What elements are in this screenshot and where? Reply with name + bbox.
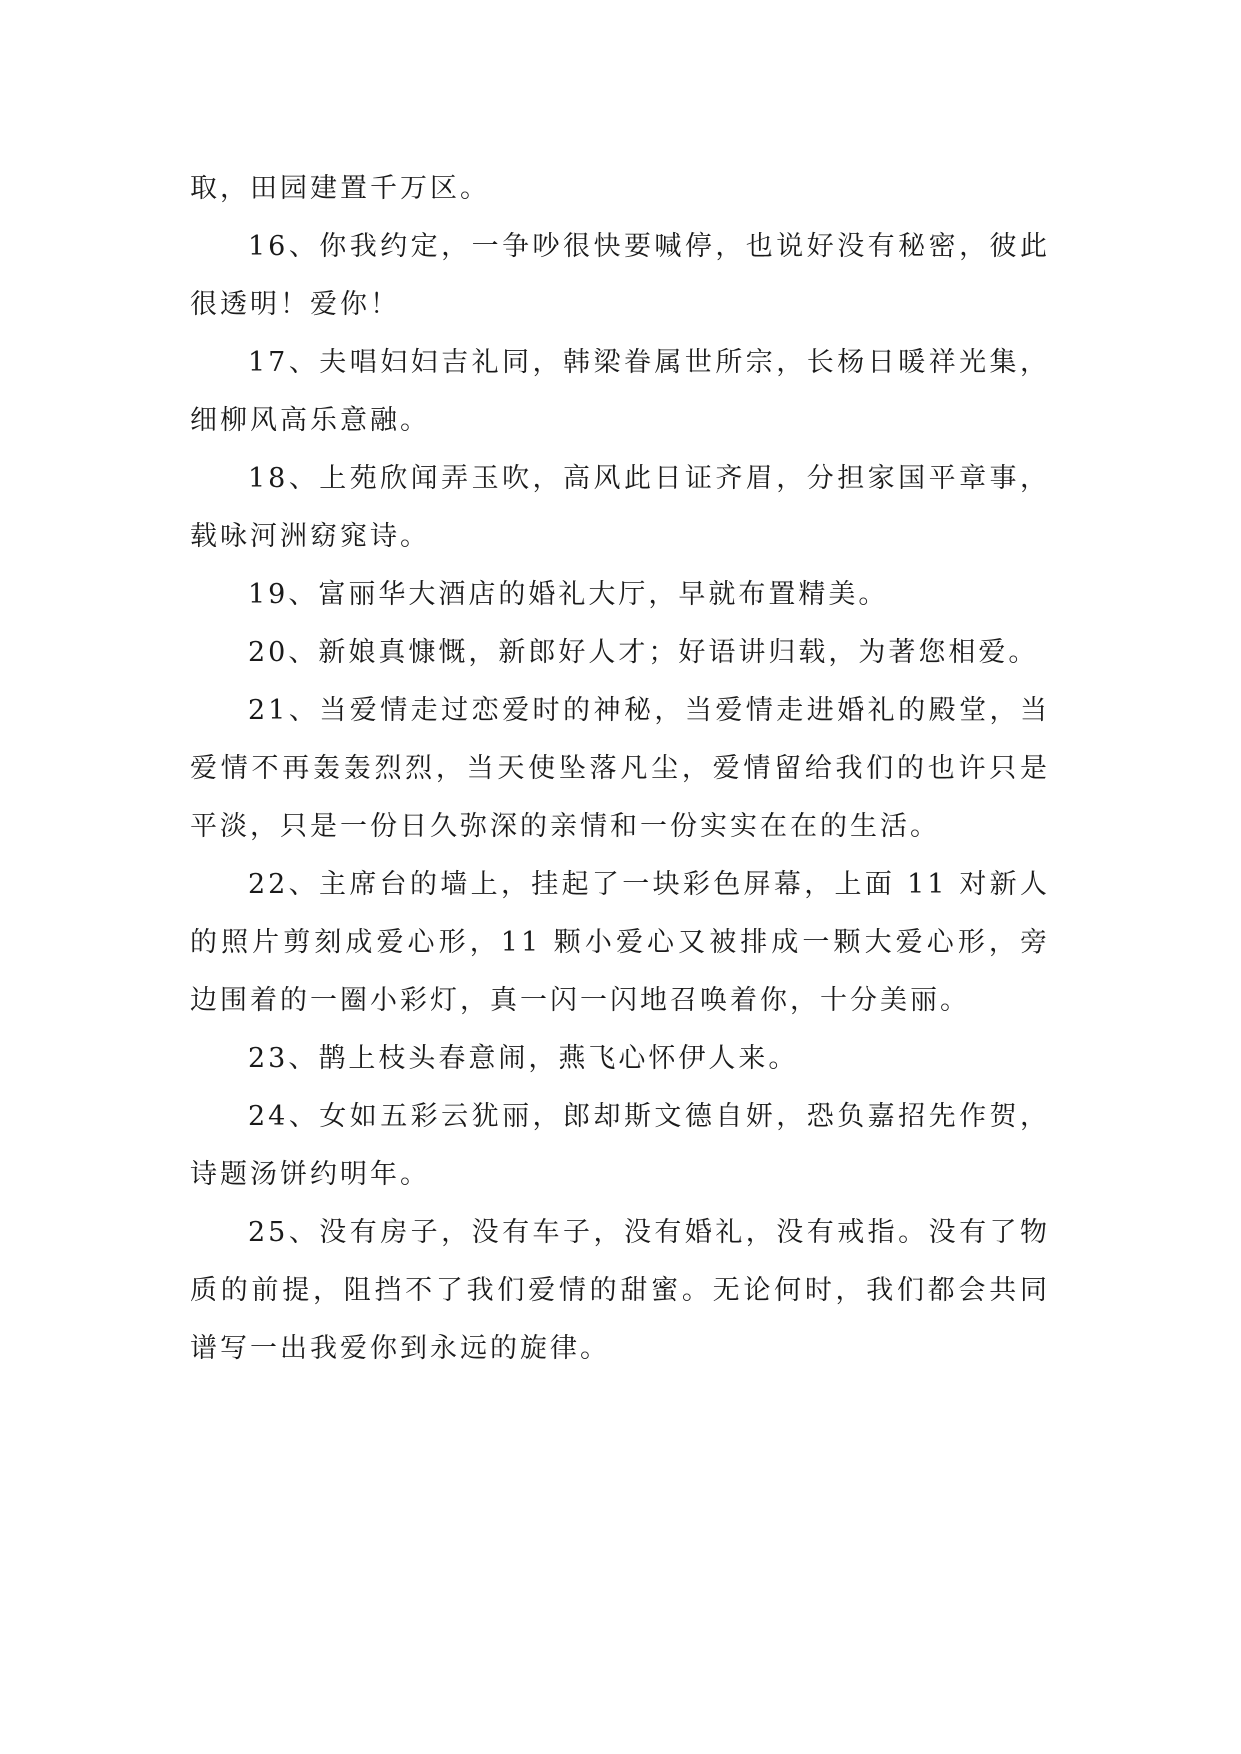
paragraph-19: 19、富丽华大酒店的婚礼大厅，早就布置精美。 xyxy=(248,579,889,610)
paragraph-22: 22、主席台的墙上，挂起了一块彩色屏幕，上面 11 对新人的照片剪刻成爱心形，11 颗小爱心又被排成一颗大爱心形，旁边围着的一圈小彩灯，真一闪一闪地召唤着你，十分美丽。 xyxy=(190,869,1050,1016)
document-page xyxy=(190,160,1050,1378)
paragraph-23: 23、鹊上枝头春意闹，燕飞心怀伊人来。 xyxy=(248,1043,799,1074)
paragraph-17: 17、夫唱妇妇吉礼同，韩梁眷属世所宗，长杨日暖祥光集，细柳风高乐意融。 xyxy=(190,347,1050,436)
paragraph-21: 21、当爱情走过恋爱时的神秘，当爱情走进婚礼的殿堂，当爱情不再轰轰烈烈，当天使坠落凡尘，爱情留给我们的也许只是平淡，只是一份日久弥深的亲情和一份实实在在的生活。 xyxy=(190,695,1050,842)
paragraph-16: 16、你我约定，一争吵很快要喊停，也说好没有秘密，彼此很透明！爱你！ xyxy=(190,231,1050,320)
paragraph-24: 24、女如五彩云犹丽，郎却斯文德自妍，恐负嘉招先作贺，诗题汤饼约明年。 xyxy=(190,1101,1050,1190)
paragraph-20: 20、新娘真慷慨，新郎好人才；好语讲归载，为著您相爱。 xyxy=(248,637,1039,668)
paragraph-continuation: 取，田园建置千万区。 xyxy=(190,173,490,204)
paragraph-18: 18、上苑欣闻弄玉吹，高风此日证齐眉，分担家国平章事，载咏河洲窈窕诗。 xyxy=(190,463,1050,552)
paragraph-25: 25、没有房子，没有车子，没有婚礼，没有戒指。没有了物质的前提，阻挡不了我们爱情的甜蜜。无论何时，我们都会共同谱写一出我爱你到永远的旋律。 xyxy=(190,1217,1050,1364)
